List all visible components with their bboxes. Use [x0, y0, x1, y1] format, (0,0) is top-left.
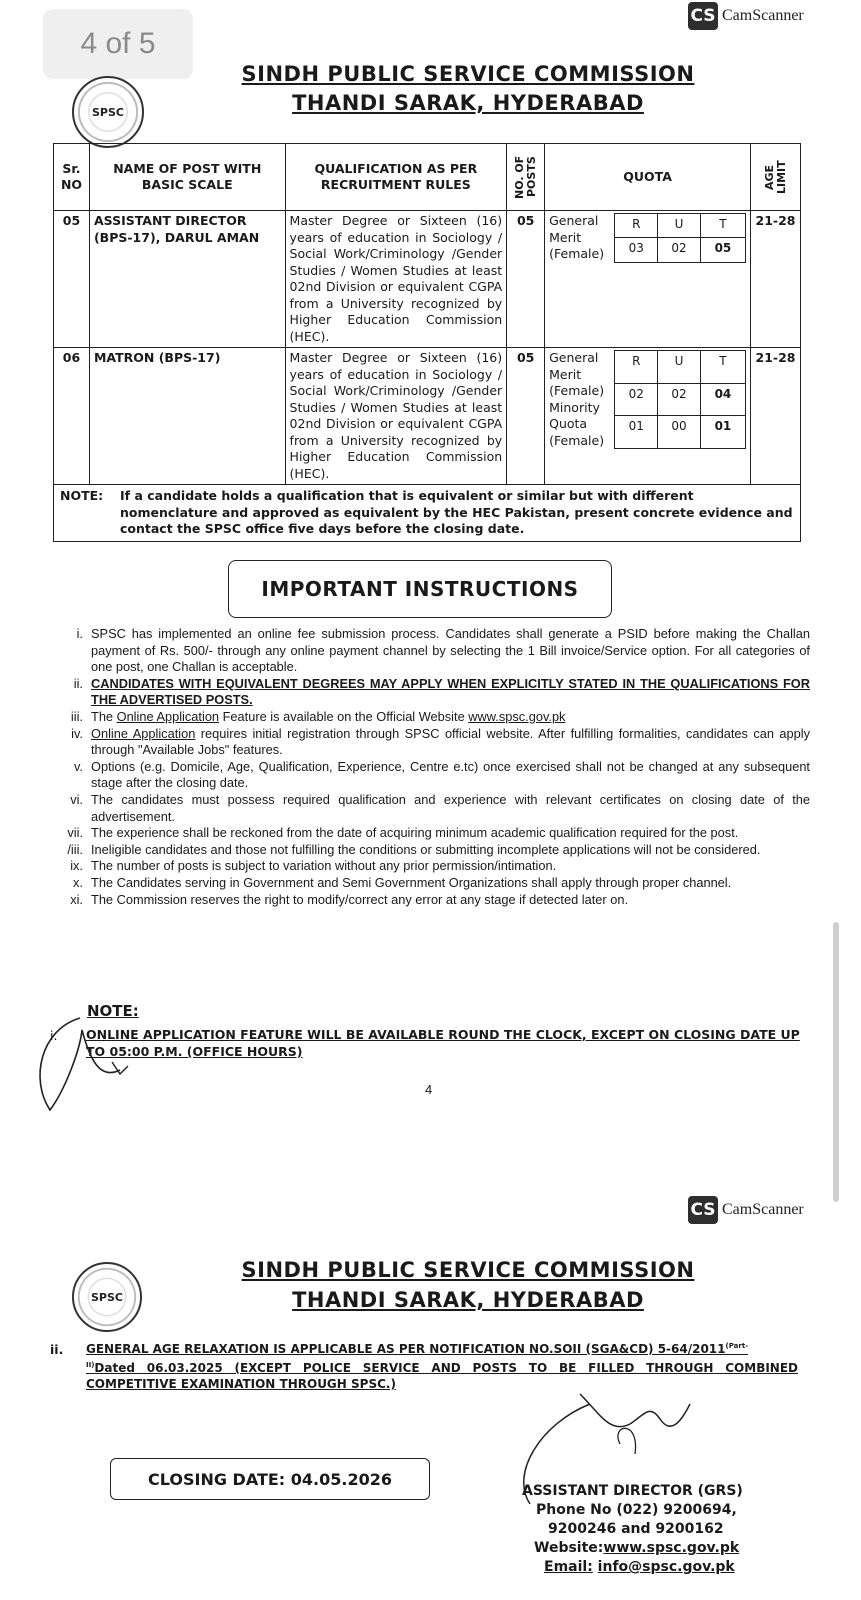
header-quota: QUOTA — [545, 144, 751, 211]
list-item — [28, 709, 810, 726]
list-item — [28, 825, 810, 842]
row-qualification: Master Degree or Sixteen (16) years of education in Sociology / Social Work/Criminology /Gender Studies / Women Studies at least 02nd Division or equivalent CGPA from a University recognized by Higher Education Commission (HEC). — [285, 348, 507, 485]
item-text: The number of posts is subject to variation without any prior permission/intimation. — [91, 858, 557, 874]
page-number: 4 — [425, 1082, 433, 1097]
item-text: Ineligible candidates and those not fulfilling the conditions or submitting incomplete applications will not be considered. — [91, 841, 761, 857]
seal-text: SPSC — [91, 1290, 123, 1304]
email-label: Email: — [544, 1559, 593, 1575]
commission-title: SINDH PUBLIC SERVICE COMMISSION — [241, 62, 695, 86]
item-text-part: Feature is available on the Official Website — [219, 708, 469, 724]
item-number: vi. — [70, 791, 83, 807]
scrollbar[interactable] — [833, 922, 839, 1202]
table-note-text: If a candidate holds a qualification that is equivalent or similar but with different nomenclature and approved as equivalent by the HEC Pakistan, present concrete evidence and contact the SPSC office five days before the closing date. — [120, 488, 793, 536]
website-link[interactable]: www.spsc.gov.pk — [468, 708, 566, 724]
quota-u-value: 00 — [658, 416, 701, 449]
item-number: v. — [73, 758, 83, 774]
instructions-heading: IMPORTANT INSTRUCTIONS — [228, 560, 612, 618]
item-number: ix. — [70, 858, 83, 874]
list-item — [28, 676, 810, 709]
commission-address: THANDI SARAK, HYDERABAD — [292, 1288, 644, 1312]
camscanner-label: CamScanner — [722, 7, 804, 24]
item-text: The candidates must possess required qualification and experience with relevant certificates on closing date of the advertisement. — [91, 791, 810, 824]
item-number: iv. — [71, 725, 83, 741]
quota-u-value: 02 — [658, 238, 701, 262]
age-relaxation-sup: II) — [86, 1361, 95, 1369]
row-sr: 06 — [54, 348, 90, 485]
spsc-seal-icon — [72, 76, 144, 148]
header-age-label: AGE LIMIT — [762, 160, 788, 194]
quota-r-value: 03 — [615, 238, 658, 262]
list-item — [28, 626, 810, 676]
row-age: 21-28 — [751, 211, 801, 348]
item-text — [91, 726, 810, 759]
quota-r-head: R — [615, 214, 658, 238]
header-age — [751, 144, 801, 211]
item-text: SPSC has implemented an online fee submission process. Candidates shall generate a PSID before making the Challan payment of Rs. 500/- through any online payment channel by selecting the 1 Bill invoice/Service option. For all categories of one post, one Challan is acceptable. — [91, 626, 810, 675]
spsc-seal-icon — [72, 1262, 142, 1332]
row-post: ASSISTANT DIRECTOR (BPS-17), DARUL AMAN — [89, 211, 285, 348]
quota-label: General Merit (Female) — [549, 213, 605, 261]
list-item — [28, 759, 810, 792]
commission-title: SINDH PUBLIC SERVICE COMMISSION — [241, 1258, 695, 1282]
quota-u-head: U — [658, 214, 701, 238]
instructions-list — [28, 626, 810, 908]
online-application-link[interactable]: Online Application — [116, 708, 220, 724]
age-relaxation-part: Dated 06.03.2025 (EXCEPT POLICE SERVICE AND POSTS TO BE FILLED THROUGH COMBINED COMPETITIVE EXAMINATION THROUGH SPSC.) — [86, 1361, 798, 1391]
list-item — [28, 842, 810, 859]
quota-t-head: T — [700, 214, 745, 238]
item-text: Options (e.g. Domicile, Age, Qualification, Experience, Centre e.tc) once exercised shall not be changed at any subsequent stage after the closing date. — [91, 758, 810, 791]
online-application-link[interactable]: Online Application — [91, 725, 196, 741]
header-no-of-posts — [507, 144, 545, 211]
item-text: The experience shall be reckoned from the date of acquiring minimum academic qualification required for the post. — [91, 825, 739, 841]
header-qualification: QUALIFICATION AS PER RECRUITMENT RULES — [285, 144, 507, 211]
item-number: ii. — [50, 1342, 64, 1357]
item-number: iii. — [70, 708, 83, 724]
quota-r-value: 02 — [615, 383, 658, 416]
row-posts: 05 — [507, 211, 545, 348]
row-posts: 05 — [507, 348, 545, 485]
website-label: Website: — [534, 1540, 604, 1556]
row-qualification: Master Degree or Sixteen (16) years of education in Sociology / Social Work/Criminology /Gender Studies / Women Studies at least 02nd Division or equivalent CGPA from a University recognized by Higher Education Commission (HEC). — [285, 211, 507, 348]
note-heading: NOTE: — [87, 1002, 139, 1020]
quota-t-value: 01 — [700, 416, 745, 449]
email-link[interactable]: info@spsc.gov.pk — [597, 1559, 735, 1575]
camscanner-watermark — [688, 1196, 804, 1224]
table-header-row — [54, 144, 801, 211]
camscanner-label: CamScanner — [722, 1201, 804, 1218]
quota-breakdown — [614, 213, 746, 263]
table-row — [54, 211, 801, 348]
quota-u-value: 02 — [658, 383, 701, 416]
designation: ASSISTANT DIRECTOR (GRS) — [522, 1483, 743, 1499]
camscanner-logo-icon: CS — [688, 1196, 718, 1224]
handwritten-mark-icon — [20, 1010, 140, 1120]
list-item — [28, 726, 810, 759]
item-text-part: The — [91, 708, 117, 724]
quota-t-value: 05 — [700, 238, 745, 262]
row-quota — [545, 211, 751, 348]
item-number: xi. — [70, 891, 83, 907]
item-text — [91, 709, 810, 726]
quota-r-value: 01 — [615, 416, 658, 449]
seal-text: SPSC — [92, 105, 124, 119]
camscanner-logo-icon: CS — [688, 2, 718, 30]
quota-t-head: T — [700, 351, 745, 384]
header-post: NAME OF POST WITH BASIC SCALE — [89, 144, 285, 211]
table-row — [54, 348, 801, 485]
age-relaxation-sup: (Part- — [725, 1342, 749, 1350]
item-number: vii. — [67, 825, 83, 841]
item-text: The Candidates serving in Government and Semi Government Organizations shall apply through proper channel. — [91, 874, 732, 890]
note-text: ONLINE APPLICATION FEATURE WILL BE AVAILABLE ROUND THE CLOCK, EXCEPT ON CLOSING DATE UP TO 05:00 P.M. (OFFICE HOURS) — [86, 1027, 800, 1059]
note-number: i. — [50, 1028, 58, 1043]
item-number: /iii. — [67, 841, 83, 857]
list-item — [28, 792, 810, 825]
item-text-part: requires initial registration through SPSC official website. After fulfilling formalities, candidates can apply through "Available Jobs" features. — [91, 725, 811, 758]
table-note-row — [54, 485, 801, 542]
item-text: CANDIDATES WITH EQUIVALENT DEGREES MAY APPLY WHEN EXPLICITLY STATED IN THE QUALIFICATIONS FOR THE ADVERTISED POSTS. — [91, 675, 810, 708]
quota-r-head: R — [615, 351, 658, 384]
row-age: 21-28 — [751, 348, 801, 485]
commission-address: THANDI SARAK, HYDERABAD — [292, 91, 644, 115]
item-number: x. — [73, 874, 83, 890]
item-text: The Commission reserves the right to modify/correct any error at any stage if detected later on. — [91, 891, 628, 907]
table-note-label: NOTE: — [60, 488, 104, 503]
phone: Phone No (022) 9200694, — [536, 1502, 737, 1518]
website-link[interactable]: www.spsc.gov.pk — [603, 1540, 740, 1556]
signature-block — [522, 1482, 812, 1577]
posts-table — [53, 143, 801, 542]
item-number: ii. — [73, 675, 83, 691]
list-item — [28, 875, 810, 892]
row-quota — [545, 348, 751, 485]
row-sr: 05 — [54, 211, 90, 348]
camscanner-watermark — [688, 2, 804, 30]
age-relaxation-part: GENERAL AGE RELAXATION IS APPLICABLE AS PER NOTIFICATION NO.SOII (SGA&CD) 5-64/2011 — [86, 1342, 726, 1356]
quota-label: General Merit (Female) Minority Quota (Female) — [549, 350, 605, 448]
quota-t-value: 04 — [700, 383, 745, 416]
closing-date: CLOSING DATE: 04.05.2026 — [110, 1458, 430, 1500]
row-post: MATRON (BPS-17) — [89, 348, 285, 485]
header-sr: Sr. NO — [54, 144, 90, 211]
list-item — [28, 892, 810, 909]
list-item — [28, 858, 810, 875]
page-indicator: 4 of 5 — [43, 9, 193, 79]
item-number: i. — [76, 626, 83, 641]
quota-u-head: U — [658, 351, 701, 384]
quota-breakdown — [614, 350, 746, 449]
phone-secondary: 9200246 and 9200162 — [548, 1521, 724, 1537]
header-posts-label: NO. OF POSTS — [512, 155, 538, 199]
